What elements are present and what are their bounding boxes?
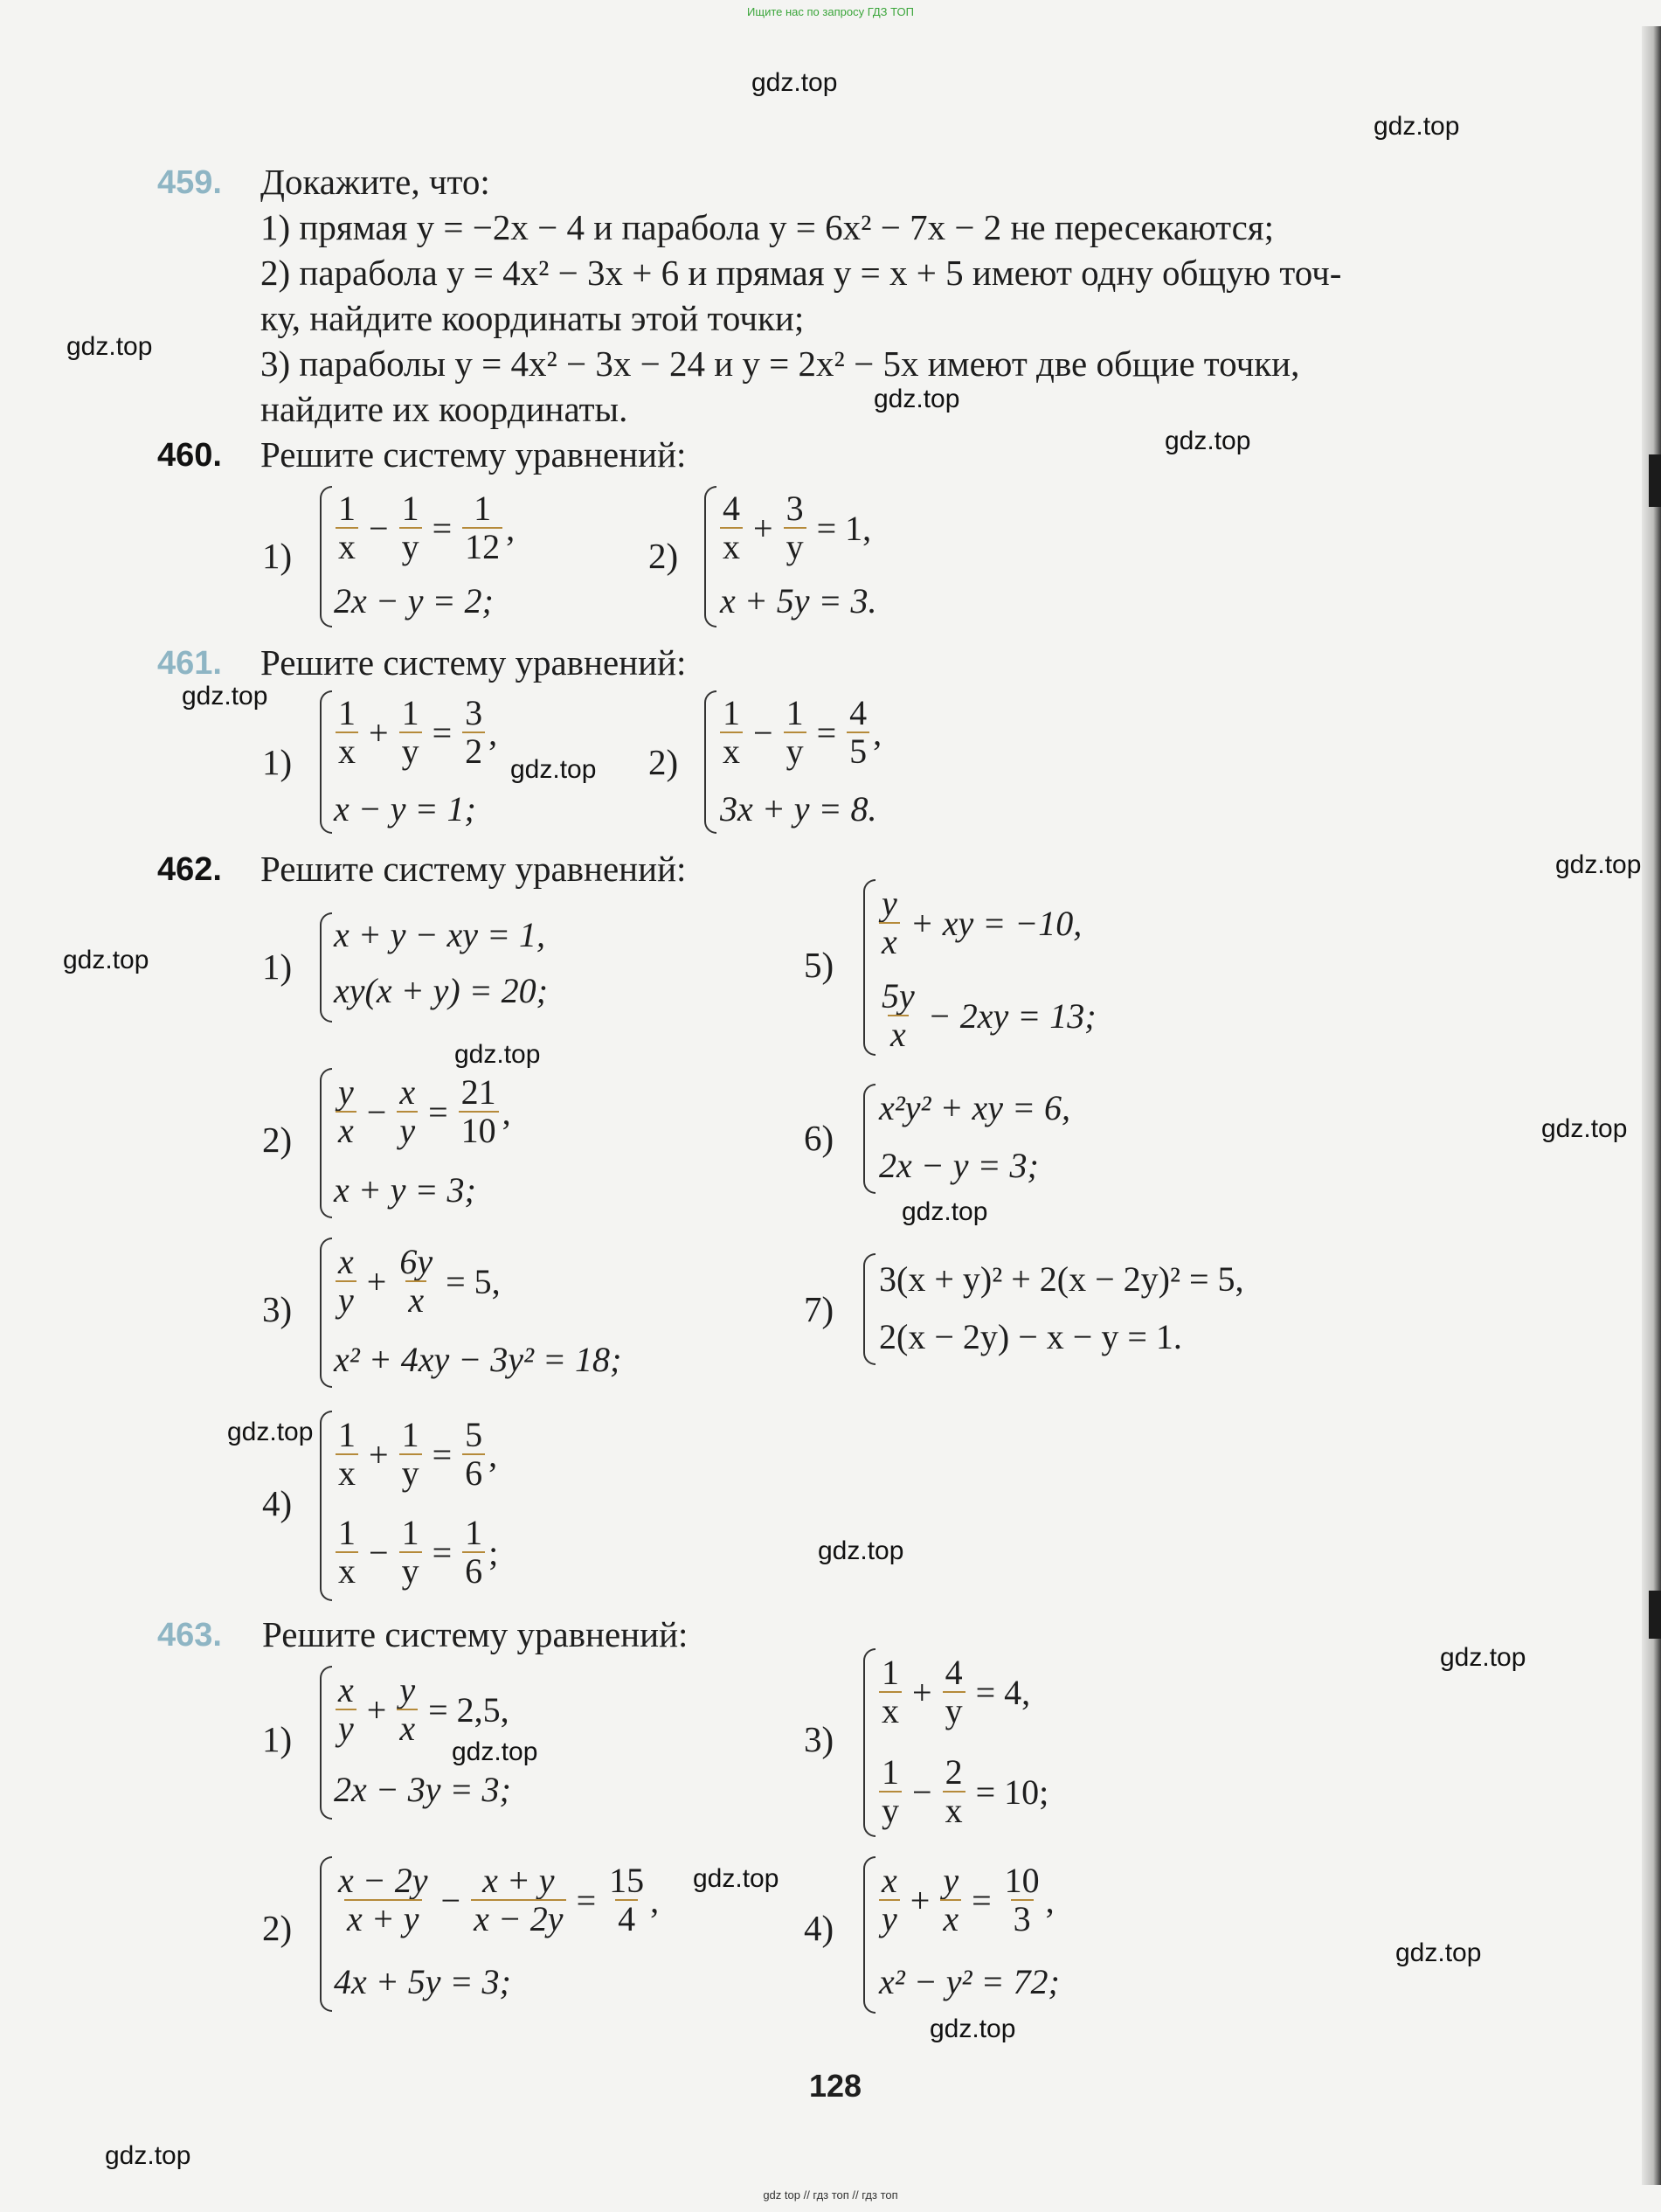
operator: = xyxy=(432,508,453,548)
fraction xyxy=(943,1754,965,1829)
fraction xyxy=(879,978,917,1053)
system-brace xyxy=(320,486,332,628)
system-brace xyxy=(863,1856,875,2014)
denominator: x xyxy=(397,1709,418,1747)
denominator: 5 xyxy=(847,732,869,770)
watermark: gdz.top xyxy=(1440,1643,1526,1672)
equation xyxy=(875,1748,1055,1835)
system-brace xyxy=(704,690,716,834)
problem-number: 460. xyxy=(157,437,222,474)
equation: xy(x + y) = 20; xyxy=(334,971,548,1010)
equation xyxy=(332,1068,511,1155)
equation xyxy=(875,879,1089,967)
numerator: 1 xyxy=(882,1752,899,1792)
watermark: gdz.top xyxy=(1555,850,1642,879)
fraction xyxy=(399,695,422,770)
fraction xyxy=(784,490,806,565)
denominator: 10 xyxy=(459,1111,499,1149)
equation xyxy=(332,690,497,774)
system-brace xyxy=(320,1411,332,1601)
fraction xyxy=(879,1754,902,1829)
fraction xyxy=(397,1074,418,1149)
denominator: y xyxy=(784,732,806,770)
system-brace xyxy=(863,1253,875,1365)
punctuation: , xyxy=(1045,1880,1055,1920)
equation xyxy=(875,1856,1055,1944)
denominator: 3 xyxy=(1011,1899,1034,1938)
fraction xyxy=(336,1672,356,1747)
operator: − xyxy=(753,712,773,752)
fraction xyxy=(399,1417,422,1492)
numerator: x − 2y xyxy=(338,1861,428,1900)
numerator: 4 xyxy=(849,693,868,732)
numerator: 1 xyxy=(338,1513,356,1552)
operator: + xyxy=(366,1261,387,1301)
equation: x + y − xy = 1, xyxy=(334,915,545,954)
system-label: 4) xyxy=(804,1908,834,1948)
equation-rest: + xy = −10, xyxy=(910,903,1083,943)
system-brace xyxy=(320,1068,332,1218)
operator: + xyxy=(366,1689,387,1730)
watermark: gdz.top xyxy=(818,1536,904,1565)
equation xyxy=(332,1666,516,1753)
system-brace xyxy=(863,1084,875,1194)
numerator: y xyxy=(882,884,897,923)
punctuation: , xyxy=(488,712,498,752)
problem-line: найдите их координаты. xyxy=(260,389,628,429)
watermark: gdz.top xyxy=(452,1737,538,1766)
problem-line: 1) прямая y = −2x − 4 и парабола y = 6x² − 7x − 2 не пересекаются; xyxy=(260,207,1275,247)
denominator: 6 xyxy=(462,1551,485,1590)
system-label: 1) xyxy=(262,536,293,576)
denominator: y xyxy=(879,1791,902,1829)
fraction xyxy=(397,1244,435,1319)
equation-rest: = 1, xyxy=(816,508,872,548)
equation xyxy=(332,1411,497,1498)
fraction xyxy=(399,490,422,565)
numerator: 1 xyxy=(723,693,740,732)
denominator: y xyxy=(399,1551,422,1590)
equation: 2x − 3y = 3; xyxy=(334,1770,511,1809)
problem-line: ку, найдите координаты этой точки; xyxy=(260,298,805,338)
denominator: x + y xyxy=(344,1899,422,1938)
punctuation: , xyxy=(873,712,882,752)
equation xyxy=(875,972,1104,1059)
numerator: 4 xyxy=(723,489,740,528)
numerator: 1 xyxy=(401,489,419,528)
numerator: 1 xyxy=(338,489,356,528)
operator: = xyxy=(816,712,837,752)
watermark: gdz.top xyxy=(930,2014,1016,2043)
fraction xyxy=(336,1862,431,1938)
operator: − xyxy=(912,1772,932,1812)
fraction xyxy=(336,1074,356,1149)
equation xyxy=(332,486,515,570)
numerator: 10 xyxy=(1004,1861,1040,1900)
equation: x + 5y = 3. xyxy=(720,581,877,621)
watermark: gdz.top xyxy=(751,68,838,97)
fraction xyxy=(943,1654,965,1730)
fraction xyxy=(336,1417,358,1492)
fraction xyxy=(459,1074,499,1149)
equation: 2(x − 2y) − x − y = 1. xyxy=(879,1317,1182,1356)
equation xyxy=(716,486,878,570)
operator: − xyxy=(366,1092,387,1132)
fraction xyxy=(471,1862,566,1938)
system-label: 3) xyxy=(262,1289,293,1329)
watermark: gdz.top xyxy=(902,1197,988,1226)
problem-line: 2) парабола y = 4x² − 3x + 6 и прямая y = x + 5 имеют одну общую точ- xyxy=(260,253,1342,293)
equation: x − y = 1; xyxy=(334,789,476,829)
operator: − xyxy=(369,1532,389,1572)
denominator: 2 xyxy=(462,732,485,770)
fraction xyxy=(606,1862,647,1938)
denominator: 4 xyxy=(615,1899,638,1938)
operator: = xyxy=(432,712,453,752)
numerator: x xyxy=(338,1242,354,1281)
numerator: 5 xyxy=(465,1415,483,1454)
fraction xyxy=(720,490,743,565)
problem-title: Решите систему уравнений: xyxy=(262,1614,689,1654)
numerator: 1 xyxy=(401,693,419,732)
system-brace xyxy=(704,486,716,628)
punctuation: , xyxy=(502,1092,511,1132)
denominator: y xyxy=(399,1453,422,1492)
fraction xyxy=(784,695,806,770)
numerator: 4 xyxy=(945,1653,963,1692)
numerator: 1 xyxy=(465,1513,483,1552)
system-brace xyxy=(320,1666,332,1820)
watermark: gdz.top xyxy=(182,682,268,711)
equation xyxy=(875,1648,1037,1736)
equation xyxy=(332,1856,659,1944)
numerator: 2 xyxy=(945,1752,963,1792)
page-number: 128 xyxy=(809,2068,862,2104)
watermark: gdz.top xyxy=(63,946,149,974)
equation: x² + 4xy − 3y² = 18; xyxy=(334,1340,622,1379)
numerator: 15 xyxy=(609,1861,645,1900)
equation: 3x + y = 8. xyxy=(720,789,877,829)
fraction xyxy=(879,1862,900,1938)
system-brace xyxy=(320,1856,332,2012)
denominator: x xyxy=(888,1015,909,1053)
operator: + xyxy=(369,1434,389,1474)
fraction xyxy=(879,885,900,960)
system-brace xyxy=(863,1648,875,1837)
problem-number: 462. xyxy=(157,851,222,888)
page-edge-tab xyxy=(1649,1591,1661,1639)
fraction xyxy=(847,695,869,770)
watermark: gdz.top xyxy=(693,1864,779,1893)
punctuation: , xyxy=(650,1880,660,1920)
denominator: x xyxy=(879,1691,902,1730)
denominator: x xyxy=(336,527,358,565)
denominator: y xyxy=(336,1709,356,1747)
denominator: y xyxy=(879,1899,900,1938)
system-brace xyxy=(320,912,332,1023)
numerator: y xyxy=(399,1670,416,1709)
equation-rest: = 4, xyxy=(975,1672,1031,1712)
denominator: y xyxy=(399,732,422,770)
system-label: 4) xyxy=(262,1483,293,1523)
numerator: 21 xyxy=(460,1072,496,1112)
system-label: 1) xyxy=(262,1719,293,1759)
page-edge-tab xyxy=(1649,454,1661,507)
system-label: 1) xyxy=(262,947,293,987)
numerator: 1 xyxy=(786,693,804,732)
denominator: x xyxy=(336,732,358,770)
numerator: y xyxy=(943,1861,959,1900)
watermark: gdz.top xyxy=(874,385,960,413)
watermark: gdz.top xyxy=(1395,1938,1482,1967)
top-banner[interactable]: Ищите нас по запросу ГДЗ ТОП xyxy=(747,5,914,18)
punctuation: , xyxy=(506,508,516,548)
denominator: x xyxy=(943,1791,965,1829)
system-brace xyxy=(320,690,332,834)
equation: 3(x + y)² + 2(x − 2y)² = 5, xyxy=(879,1259,1244,1299)
system-brace xyxy=(320,1238,332,1388)
equation: 4x + 5y = 3; xyxy=(334,1962,511,2001)
problem-number: 459. xyxy=(157,164,222,201)
fraction xyxy=(1002,1862,1042,1938)
denominator: 12 xyxy=(462,527,502,565)
system-label: 7) xyxy=(804,1289,834,1329)
denominator: y xyxy=(397,1111,418,1149)
fraction xyxy=(879,1654,902,1730)
numerator: 1 xyxy=(338,693,356,732)
problem-title: Решите систему уравнений: xyxy=(260,849,687,889)
equation: x² − y² = 72; xyxy=(879,1962,1060,2001)
equation: 2x − y = 3; xyxy=(879,1146,1039,1185)
watermark: gdz.top xyxy=(1165,426,1251,455)
denominator: y xyxy=(336,1280,356,1319)
operator: = xyxy=(432,1434,453,1474)
system-brace xyxy=(863,879,875,1056)
system-label: 5) xyxy=(804,945,834,985)
system-label: 2) xyxy=(648,742,679,782)
system-label: 2) xyxy=(262,1908,293,1948)
watermark: gdz.top xyxy=(510,755,597,784)
system-label: 3) xyxy=(804,1719,834,1759)
equation-rest: − 2xy = 13; xyxy=(927,995,1097,1036)
equation-rest: = 2,5, xyxy=(428,1689,509,1730)
numerator: 1 xyxy=(474,489,492,528)
numerator: 1 xyxy=(338,1415,356,1454)
fraction xyxy=(336,1244,356,1319)
fraction xyxy=(462,695,485,770)
numerator: x xyxy=(338,1670,354,1709)
system-label: 1) xyxy=(262,742,293,782)
denominator: x xyxy=(720,732,743,770)
watermark: gdz.top xyxy=(454,1040,541,1069)
equation: x + y = 3; xyxy=(334,1170,476,1210)
fraction xyxy=(397,1672,418,1747)
operator: − xyxy=(369,508,389,548)
problem-number: 461. xyxy=(157,645,222,682)
operator: = xyxy=(432,1532,453,1572)
numerator: 1 xyxy=(882,1653,899,1692)
equation: x²y² + xy = 6, xyxy=(879,1088,1070,1127)
denominator: y xyxy=(784,527,806,565)
numerator: 1 xyxy=(401,1513,419,1552)
operator: = xyxy=(972,1880,992,1920)
equation xyxy=(332,1508,498,1596)
operator: + xyxy=(753,508,773,548)
numerator: x + y xyxy=(482,1861,555,1900)
numerator: 3 xyxy=(786,489,804,528)
watermark: gdz.top xyxy=(105,2141,191,2170)
fraction xyxy=(940,1862,961,1938)
fraction xyxy=(462,490,502,565)
numerator: x xyxy=(882,1861,897,1900)
operator: = xyxy=(576,1880,597,1920)
problem-number: 463. xyxy=(157,1617,222,1654)
numerator: 5y xyxy=(882,976,915,1016)
fraction xyxy=(336,1515,358,1590)
denominator: y xyxy=(399,527,422,565)
operator: = xyxy=(428,1092,448,1132)
denominator: x xyxy=(940,1899,961,1938)
fraction xyxy=(336,695,358,770)
denominator: y xyxy=(943,1691,965,1730)
equation: 2x − y = 2; xyxy=(334,581,494,621)
numerator: 3 xyxy=(465,693,483,732)
footer-links[interactable]: gdz top // гдз топ // гдз топ xyxy=(763,2188,898,2202)
denominator: x xyxy=(405,1280,426,1319)
numerator: y xyxy=(338,1072,354,1112)
denominator: 6 xyxy=(462,1453,485,1492)
problem-title: Докажите, что: xyxy=(260,162,490,202)
watermark: gdz.top xyxy=(227,1418,314,1446)
watermark: gdz.top xyxy=(1541,1114,1628,1143)
equation xyxy=(332,1238,508,1325)
punctuation: , xyxy=(488,1434,498,1474)
numerator: 6y xyxy=(399,1242,433,1281)
denominator: x xyxy=(336,1111,356,1149)
fraction xyxy=(462,1515,485,1590)
watermark: gdz.top xyxy=(1374,112,1460,141)
denominator: x − 2y xyxy=(471,1899,566,1938)
fraction xyxy=(720,695,743,770)
page-edge-shadow xyxy=(1642,26,1661,2185)
problem-title: Решите систему уравнений: xyxy=(260,434,687,475)
denominator: x xyxy=(720,527,743,565)
fraction xyxy=(462,1417,485,1492)
operator: + xyxy=(912,1672,932,1712)
punctuation: ; xyxy=(488,1532,499,1572)
problem-line: 3) параболы y = 4x² − 3x − 24 и y = 2x² − 5x имеют две общие точки, xyxy=(260,343,1300,384)
numerator: x xyxy=(399,1072,416,1112)
system-label: 6) xyxy=(804,1118,834,1158)
equation-rest: = 10; xyxy=(975,1772,1049,1812)
denominator: x xyxy=(336,1453,358,1492)
denominator: x xyxy=(336,1551,358,1590)
equation-rest: = 5, xyxy=(446,1261,501,1301)
operator: − xyxy=(440,1880,461,1920)
denominator: x xyxy=(879,922,900,960)
problem-title: Решите систему уравнений: xyxy=(260,642,687,683)
fraction xyxy=(399,1515,422,1590)
operator: + xyxy=(369,712,389,752)
watermark: gdz.top xyxy=(66,332,153,361)
system-label: 2) xyxy=(648,536,679,576)
equation xyxy=(716,690,882,774)
system-label: 2) xyxy=(262,1120,293,1160)
operator: + xyxy=(910,1880,931,1920)
numerator: 1 xyxy=(401,1415,419,1454)
fraction xyxy=(336,490,358,565)
